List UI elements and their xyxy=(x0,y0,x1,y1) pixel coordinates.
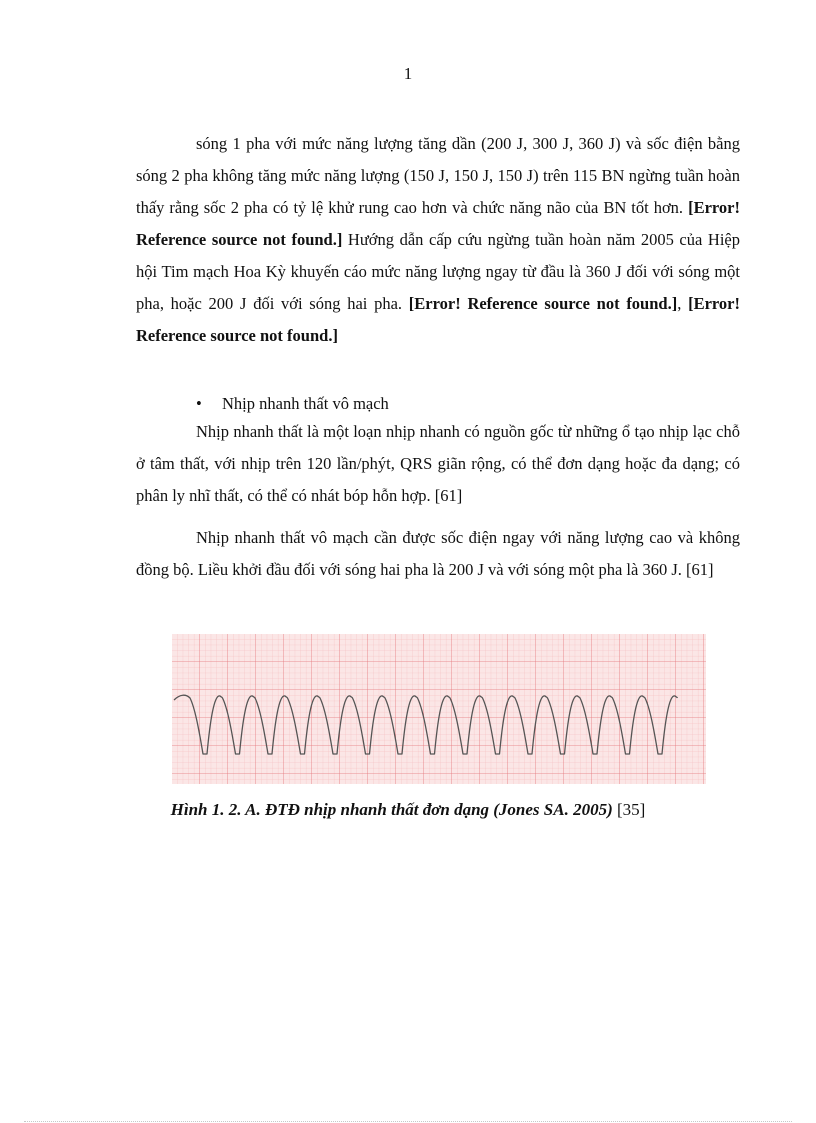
ecg-figure xyxy=(172,634,706,784)
paragraph-3: Nhịp nhanh thất vô mạch cần được sốc điện ngay với năng lượng cao và không đồng bộ. Liều khởi đầu đối với sóng hai pha là 200 J và với sóng một pha là 360 J. [61] xyxy=(136,528,740,579)
page-number: 1 xyxy=(403,64,413,83)
paragraph-1-text-b: Hướng dẫn cấp cứu ngừng tuần hoàn năm 2005 của Hiệp hội Tim mạch Hoa Kỳ khuyến cáo mức năng lượng ngay từ đầu là 360 J đối với sóng một pha, hoặc 200 J đối với sóng hai pha. xyxy=(136,230,740,313)
paragraph-2: Nhịp nhanh thất là một loạn nhịp nhanh có nguồn gốc từ những ổ tạo nhịp lạc chỗ ở tâm thất, với nhịp trên 120 lần/phýt, QRS giãn rộng, có thể đơn dạng hoặc đa dạng; có phân ly nhĩ thất, có thể có nhát bóp hỗn hợp. [61] xyxy=(136,422,740,505)
figure-caption xyxy=(0,800,816,820)
footer-divider xyxy=(24,1121,792,1122)
comma: , xyxy=(677,294,682,313)
paragraph-1-text-a: sóng 1 pha với mức năng lượng tăng dần (200 J, 300 J, 360 J) và sốc điện bằng sóng 2 pha không tăng mức năng lượng (150 J, 150 J, 150 J) trên 115 BN ngừng tuần hoàn thấy rằng sốc 2 pha có tỷ lệ khử rung cao hơn và chức năng não của BN tốt hơn. xyxy=(136,134,740,217)
reference-error-1: [Error! Reference source not found.] xyxy=(136,198,740,249)
paragraph-1 xyxy=(136,128,740,352)
figure-citation: [35] xyxy=(612,800,646,819)
reference-error-3: [Error! Reference source not found.] xyxy=(136,294,740,345)
figure-caption-title: Hình 1. 2. A. ĐTĐ nhịp nhanh thất đơn dạng (Jones SA. 2005) xyxy=(170,800,613,819)
ecg-grid xyxy=(172,634,706,784)
bullet-icon: • xyxy=(196,394,202,413)
bullet-text: Nhịp nhanh thất vô mạch xyxy=(222,394,389,413)
reference-error-2: [Error! Reference source not found.] xyxy=(408,294,678,313)
